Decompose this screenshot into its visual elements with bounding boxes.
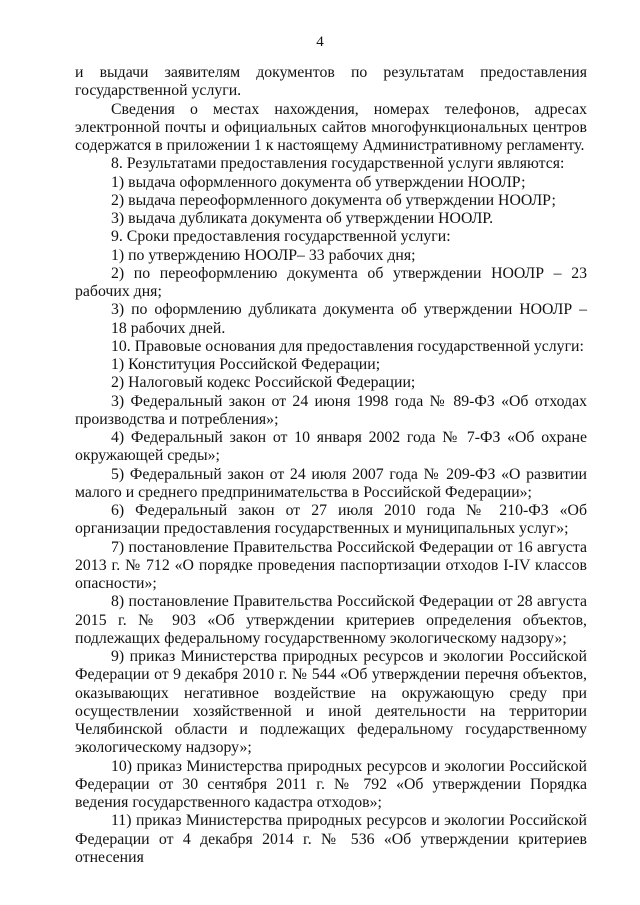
text-line: 9. Сроки предоставления государственной услуги: xyxy=(111,228,451,246)
text-line: Челябинской области и подлежащих федеральному государственному xyxy=(75,721,587,738)
text-line: и выдачи заявителям документов по результатам предоставления xyxy=(75,64,587,81)
text-line: осуществлении хозяйственной и иной деятельности на территории xyxy=(75,702,587,720)
text-line: 18 рабочих дней. xyxy=(111,319,226,337)
text-line: 3) выдача дубликата документа об утверждении НООЛР. xyxy=(111,210,494,227)
text-line: 3) по оформлению дубликата документа об утверждении НООЛР – xyxy=(111,301,587,319)
text-line: 1) выдача оформленного документа об утверждении НООЛР; xyxy=(111,173,526,191)
text-line: 8) постановление Правительства Российской Федерации от 28 августа 2015 г. № 903 «Об утверждении критериев определения объектов, подлежащих федеральному государственному экологическому надзору»; xyxy=(75,593,587,647)
text-line: 3) Федеральный закон от 24 июня 1998 года № 89-ФЗ «Об отходах производства и потребления»; xyxy=(75,392,587,428)
text-line: 2) по переоформлению документа об утверждении НООЛР – 23 рабочих дня; xyxy=(75,264,587,300)
text-line: 10) приказ Министерства природных ресурсов и экологии Российской Федерации от 30 сентября 2011 г. № 792 «Об утверждении Порядка ведения государственного кадастра отходов»; xyxy=(75,757,587,811)
text-line: 11) приказ Министерства природных ресурсов и экологии Российской Федерации от 4 декабря 2014 г. № 536 «Об утверждении критериев отнесения xyxy=(75,812,587,866)
text-line: 4) Федеральный закон от 10 января 2002 года № 7-ФЗ «Об охране окружающей среды»; xyxy=(75,429,587,465)
text-line: 9) приказ Министерства природных ресурсов и экологии Российской Федерации от 9 декабря 2010 г. № 544 «Об утверждении перечня объектов, xyxy=(75,648,587,684)
text-line: Сведения о местах нахождения, номерах телефонов, адресах электронной почты и официальных сайтов многофункциональных центров содержатся в приложении 1 к настоящему Административному регламенту. xyxy=(75,100,587,154)
text-line: 1) Конституция Российской Федерации; xyxy=(111,356,381,373)
text-line: 2) выдача переоформленного документа об утверждении НООЛР; xyxy=(111,191,556,209)
text-line: 6) Федеральный закон от 27 июля 2010 года № 210-ФЗ «Об организации предоставления государственных и муниципальных услуг»; xyxy=(75,502,587,538)
page-number: 4 xyxy=(316,34,324,50)
text-line: 10. Правовые основания для предоставления государственной услуги: xyxy=(111,337,584,355)
text-line: 1) по утверждению НООЛР– 33 рабочих дня; xyxy=(111,246,416,264)
text-line: 5) Федеральный закон от 24 июля 2007 года № 209-ФЗ «О развитии малого и среднего предпринимательства в Российской Федерации»; xyxy=(75,465,587,501)
document-body xyxy=(75,64,587,867)
text-line: экологическому надзору»; xyxy=(75,739,252,757)
text-line: 7) постановление Правительства Российской Федерации от 16 августа 2013 г. № 712 «О порядке проведения паспортизации отходов I-IV классов опасности»; xyxy=(75,538,587,592)
text-line: оказывающих негативное воздействие на окружающую среду при xyxy=(75,684,587,702)
text-line: государственной услуги. xyxy=(75,82,242,100)
text-line: 2) Налоговый кодекс Российской Федерации; xyxy=(111,374,416,392)
text-line: 8. Результатами предоставления государственной услуги являются: xyxy=(111,155,565,173)
